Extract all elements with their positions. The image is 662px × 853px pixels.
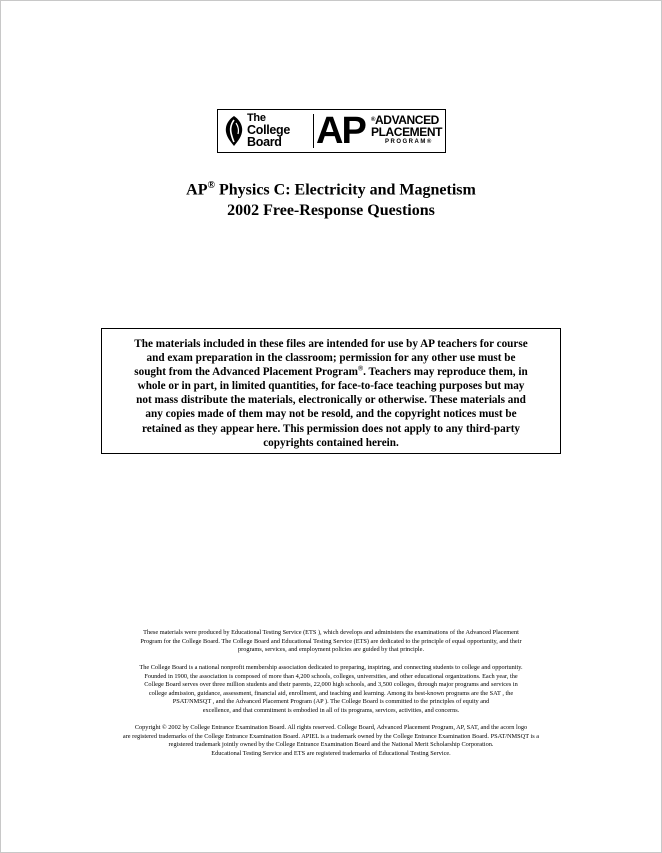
college-board-wordmark (247, 112, 290, 148)
ap-program-wordmark: ®ADVANCED PLACEMENT PROGRAM® (371, 113, 443, 145)
logo-divider (313, 114, 314, 148)
acorn-logo-icon (222, 114, 246, 148)
footer-ets-paragraph (70, 629, 592, 655)
title-registered-mark: ® (207, 180, 215, 191)
notice-line: copyrights contained herein. (263, 436, 399, 449)
college-board-ap-logo (217, 109, 446, 153)
ap-word-placement: PLACEMENT (371, 125, 443, 139)
footer-line: Program for the College Board. The College Board and Educational Testing Service (ETS) are dedicated to the principle of equal opportunity, and their (140, 637, 522, 645)
footer-line: Founded in 1900, the association is composed of more than 4,200 schools, colleges, universities, and other educational organizations. Each year, the (144, 672, 518, 680)
footer-line: registered trademark jointly owned by the College Entrance Examination Board and the National Merit Scholarship Corporation. (168, 741, 494, 749)
footer-line: PSAT/NMSQT , and the Advanced Placement Program (AP ). The College Board is committed to the principles of equity and (172, 698, 490, 706)
footer-line: The College Board is a national nonprofit membership association dedicated to preparing, inspiring, and connecting students to college and opportunity. (139, 664, 523, 671)
ap-letters: AP (316, 110, 365, 152)
footer-line: Copyright © 2002 by College Entrance Examination Board. All rights reserved. College Board, Advanced Placement Program, AP, SAT, and the acorn logo (134, 724, 528, 731)
notice-line: any copies made of them may not be resold, and the copyright notices must be (145, 408, 517, 421)
wordmark-line-3: Board (247, 135, 282, 149)
footer-line: excellence, and that commitment is embodied in all of its programs, services, activities, and concerns. (202, 706, 460, 714)
permission-notice-box (101, 328, 561, 454)
footer-college-board-paragraph (70, 664, 592, 716)
page-subtitle: 2002 Free-Response Questions (227, 202, 435, 219)
notice-line: whole or in part, in limited quantities, for face-to-face teaching purposes but may (137, 380, 525, 393)
footer-line: College Board serves over three million students and their parents, 22,000 high schools, and 3,500 colleges, through major programs and services in (144, 681, 518, 689)
footer-line: Educational Testing Service and ETS are registered trademarks of Educational Testing Service. (211, 749, 451, 757)
notice-line: sought from the Advanced Placement Program®. Teachers may reproduce them, in (134, 364, 528, 379)
footer-line: These materials were produced by Educational Testing Service (ETS ), which develops and administers the examinations of the Advanced Placement (143, 629, 519, 636)
ap-word-program: PROGRAM (385, 139, 427, 145)
notice-line: retained as they appear here. This permission does not apply to any third-party (141, 422, 521, 435)
ap-word-advanced: ADVANCED (375, 113, 439, 127)
wordmark-line-2: College (247, 123, 291, 137)
wordmark-line-1: The (247, 112, 266, 124)
footer-line: college admission, guidance, assessment, financial aid, enrollment, and teaching and learning. Among its best-known programs are the SAT , the (148, 689, 514, 697)
footer-copyright-paragraph (70, 724, 592, 758)
footer-line: programs, services, and employment policies are guided by that principle. (237, 646, 425, 654)
page-title (0, 180, 662, 199)
title-ap: AP (186, 181, 208, 199)
footer-line: are registered trademarks of the College Entrance Examination Board. APIEL is a trademark owned by the College Entrance Examination Board. PSAT/NMSQT is a (122, 732, 540, 740)
title-subject: Physics C: Electricity and Magnetism (214, 181, 476, 199)
notice-line: and exam preparation in the classroom; permission for any other use must be (146, 352, 516, 365)
notice-line: not mass distribute the materials, electronically or otherwise. These materials and (136, 394, 526, 407)
notice-line: The materials included in these files are intended for use by AP teachers for course (134, 338, 528, 350)
